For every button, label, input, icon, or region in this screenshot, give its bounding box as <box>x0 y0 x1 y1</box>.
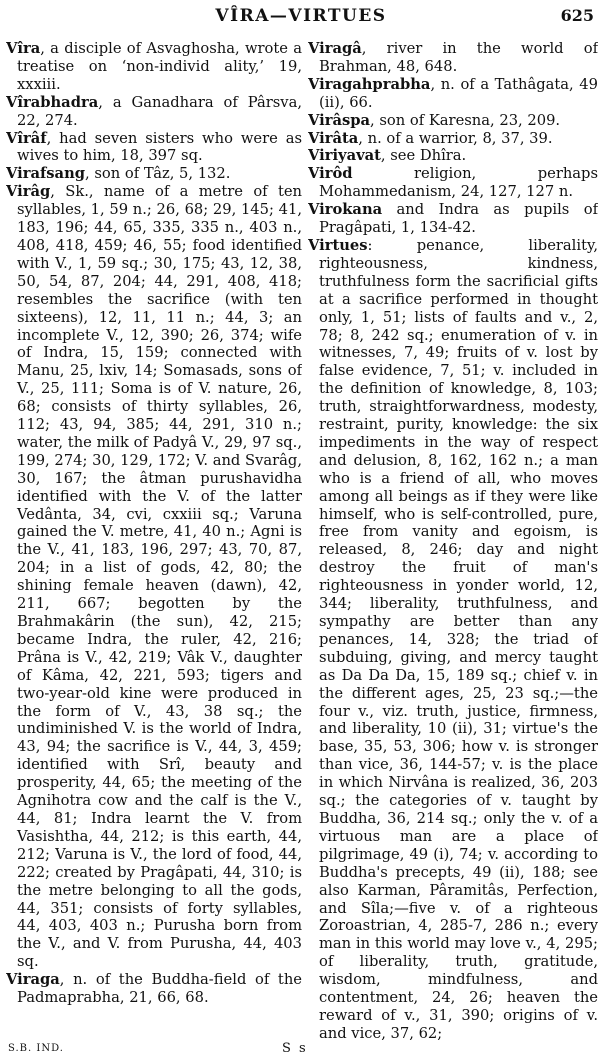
page-number: 625 <box>560 6 594 25</box>
entry-text: and Indra as pupils of Pragâpati, 1, 134-42. <box>319 201 598 237</box>
index-entry <box>308 130 598 148</box>
index-entry <box>6 130 302 166</box>
entry-text: , son of Karesna, 23, 209. <box>370 111 561 129</box>
entry-text: , river in the world of Brahman, 48, 648. <box>319 40 598 75</box>
entry-text: , son of Tâz, 5, 132. <box>85 165 231 183</box>
index-entry <box>308 147 598 165</box>
index-entry <box>308 201 598 237</box>
entry-text: , n. of a warrior, 8, 37, 39. <box>358 129 553 147</box>
running-head: VÎRA—VIRTUES <box>215 6 387 26</box>
index-entry <box>308 237 598 1040</box>
index-entry <box>6 94 302 130</box>
index-entry <box>308 40 598 76</box>
page-footer <box>0 1041 602 1061</box>
entry-headword: Vîrâf <box>6 129 47 147</box>
signature-letters: S s <box>282 1041 308 1056</box>
index-entry <box>308 165 598 201</box>
entry-text: , n. of the Buddha-field of the Padmaprabha, 21, 66, 68. <box>17 971 302 1007</box>
entry-headword: Viraga <box>6 971 60 989</box>
index-entry <box>6 165 302 183</box>
entry-headword: Virafsang <box>6 165 86 183</box>
left-column <box>6 40 302 1040</box>
index-entry <box>308 76 598 112</box>
entry-text: , a Ganadhara of Pârsva, 22, 274. <box>17 93 302 129</box>
index-entry <box>308 112 598 130</box>
signature-mark: S.B. IND. <box>8 1043 64 1054</box>
entry-text: , n. of a Tathâgata, 49 (ii), 66. <box>319 75 598 111</box>
right-column <box>308 40 598 1040</box>
entry-text: religion, perhaps Mohammedanism, 24, 127, 127 n. <box>319 165 598 201</box>
entry-headword: Viriyavat <box>308 147 381 165</box>
entry-headword: Virokana <box>308 201 383 219</box>
index-entry <box>6 971 302 1007</box>
page-header <box>0 6 602 32</box>
entry-headword: Virâspa <box>308 111 371 129</box>
entry-headword: Viragahprabha <box>308 75 431 93</box>
entry-text: : penance, liberality, righteousness, kindness, truthfulness form the sacrificial gifts at a sacrifice performed in thought only, 1, 51; lists of faults and v., 2, 78; 8, 242 sq.; enumeration of v. in witnesses, 7, 49; fruits of v. lost by false evidence, 7, 51; v. included in the definition of knowledge, 8, 103; truth, straightforwardness, modesty, restraint, purity, knowledge: the six impediments in the way of respect and delusion, 8, 162, 162 n.; a man who is a friend of all, who moves among all beings as if they were like himself, who is self-controlled, pure, free from vanity and egoism, is released, 8, 246; day and night destroy the fruit of man's righteousness in yonder world, 12, 344; liberality, truthfulness, and sympathy are better than any penances, 14, 328; the triad of subduing, giving, and mercy taught as Da Da Da, 15, 189 sq.; chief v. in the different ages, 25, 23 sq.;—the four v., viz. truth, justice, firmness, and liberality, 10 (ii), 31; virtue's the base, 35, 53, 306; how v. is stronger than vice, 36, 144-57; v. is the place in which Nirvâna is realized, 36, 203 sq.; the categories of v. taught by Buddha, 36, 214 sq.; only the v. of a virtuous man are a place of pilgrimage, 49 (i), 74; v. according to Buddha's precepts, 49 (ii), 188; see also Karman, Pâramitâs, Perfection, and Sîla;—five v. of a righteous Zoroastrian, 4, 285-7, 286 n.; every man in this world may love v., 4, 295; of liberality, truth, gratitude, wisdom, mindfulness, and contentment, 24, 26; heaven the reward of v., 31, 390; origins of v. and vice, 37, 62; <box>319 236 598 1040</box>
entry-headword: Viragâ <box>308 40 362 57</box>
entry-headword: Vîra <box>6 40 41 57</box>
entry-headword: Virôd <box>308 165 353 183</box>
entry-text: , a disciple of Asvaghosha, wrote a treatise on ‘non-individ ality,’ 19, xxxiii. <box>17 40 302 93</box>
entry-headword: Virtues <box>308 236 368 254</box>
index-entry <box>6 183 302 971</box>
entry-headword: Vîrabhadra <box>6 93 99 111</box>
entry-text: , see Dhîra. <box>380 147 467 165</box>
entry-text: , had seven sisters who were as wives to him, 18, 397 sq. <box>17 129 302 165</box>
index-entry <box>6 40 302 94</box>
entry-headword: Virâta <box>308 129 359 147</box>
entry-headword: Virâg <box>6 183 51 201</box>
entry-text: , Sk., name of a metre of ten syllables, 1, 59 n.; 26, 68; 29, 145; 41, 183, 196; 44, 65, 335, 335 n., 403 n., 408, 418, 459; 46, 55; food identified with V., 1, 59 sq.; 30, 175; 43, 12, 38, 50, 54, 87, 204; 44, 291, 408, 418; resembles the sacrifice (with ten sixteens), 12, 11, 11 n.; 44, 3; an incomplete V., 12, 390; 26, 374; wife of Indra, 15, 159; connected with Manu, 25, lxiv, 14; Somasads, sons of V., 25, 111; Soma is of V. nature, 26, 68; consists of thirty syllables, 26, 112; 43, 94, 385; 44, 291, 310 n.; water, the milk of Padyâ V., 29, 97 sq., 199, 274; 30, 129, 172; V. and Svarâg, 30, 167; the âtman purushavidha identified with the V. of the latter Vedânta, 34, cvi, cxxiii sq.; Varuna gained the V. metre, 41, 40 n.; Agni is the V., 41, 183, 196, 297; 43, 70, 87, 204; in a list of gods, 42, 80; the shining female heaven (dawn), 42, 211, 667; begotten by the Brahmakârin (the sun), 42, 215; became Indra, the ruler, 42, 216; Prâna is V., 42, 219; Vâk V., daughter of Kâma, 42, 221, 593; tigers and two-year-old kine were produced in the form of V., 43, 38 sq.; the undiminished V. is the world of Indra, 43, 94; the sacrifice is V., 44, 3, 459; identified with Srî, beauty and prosperity, 44, 65; the meeting of the Agnihotra cow and the calf is the V., 44, 81; Indra learnt the V. from Vasishtha, 44, 212; is this earth, 44, 212; Varuna is V., the lord of food, 44, 222; created by Pragâpati, 44, 310; is the metre belonging to all the gods, 44, 351; consists of forty syllables, 44, 403, 403 n.; Purusha born from the V., and V. from Purusha, 44, 403 sq. <box>17 183 302 971</box>
